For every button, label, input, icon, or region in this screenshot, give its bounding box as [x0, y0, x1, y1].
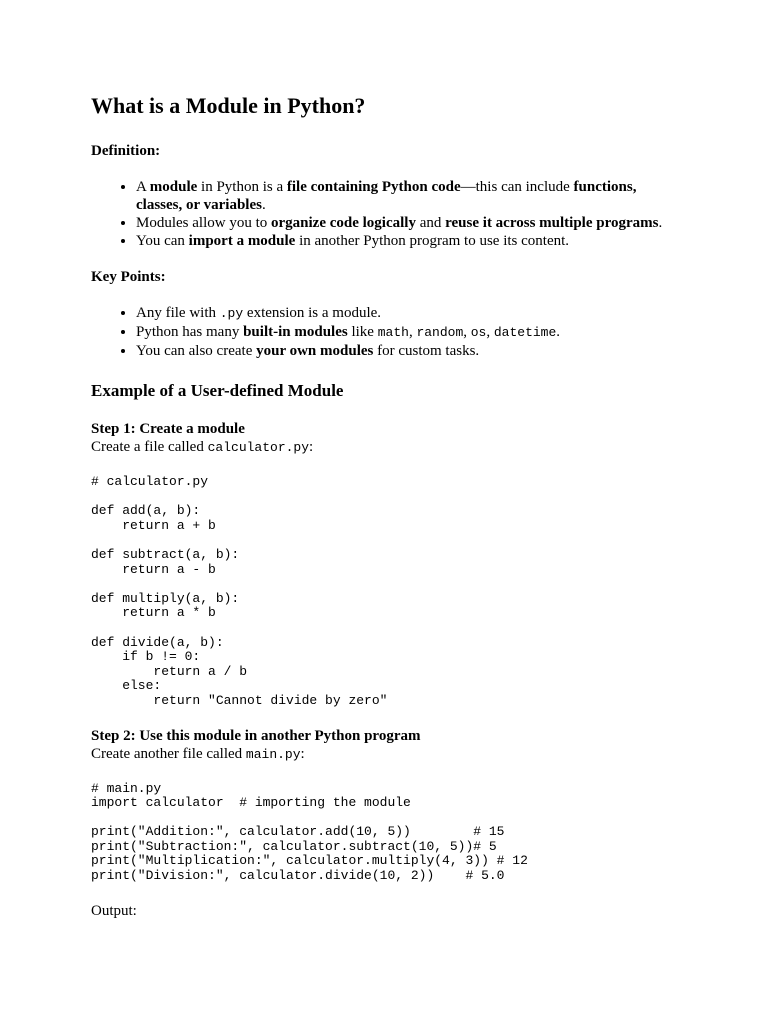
step1-text-before: Create a file called [91, 439, 208, 455]
calculator-code-block: # calculator.py def add(a, b): return a + b def subtract(a, b): return a - b def multiply(a, b): return a * b def divide(a, b): if b != 0: return a / b else: return "Cannot divide by zero" [91, 474, 388, 708]
list-item [136, 323, 678, 342]
step1-heading: Step 1: Create a module [91, 421, 245, 437]
text-run: for custom tasks. [373, 343, 480, 359]
bold-text: reuse it across multiple programs [445, 215, 659, 231]
inline-code: os [470, 325, 487, 340]
text-run: in Python is a [197, 179, 287, 195]
bold-text: module [149, 179, 198, 195]
keypoints-list [91, 304, 678, 360]
text-run: , [463, 324, 471, 340]
bold-text: organize code logically [271, 215, 416, 231]
step1-text-after: : [309, 439, 314, 455]
definition-list [91, 178, 678, 250]
bold-text: your own modules [256, 343, 374, 359]
text-run: You can [136, 233, 189, 249]
definition-label: Definition: [91, 143, 161, 159]
text-run: . [556, 324, 561, 340]
list-item [136, 304, 678, 323]
keypoints-label: Key Points: [91, 269, 166, 285]
text-run: in another Python program to use its content. [295, 233, 570, 249]
example-heading: Example of a User-defined Module [91, 381, 344, 400]
text-run: extension is a module. [243, 305, 382, 321]
text-run: like [347, 324, 378, 340]
step2-heading: Step 2: Use this module in another Python program [91, 727, 421, 744]
bold-text: import a module [188, 233, 296, 249]
bold-text: built-in modules [243, 324, 348, 340]
output-label: Output: [91, 902, 137, 919]
step2-text-before: Create another file called [91, 745, 246, 762]
list-item [136, 342, 678, 360]
text-run: and [415, 215, 446, 231]
step2-filename: main.py [245, 746, 301, 762]
bold-text: functions, classes, or variables [136, 179, 637, 213]
step2-text-after: : [300, 745, 305, 762]
text-run: , [408, 324, 417, 340]
text-run: . [658, 215, 663, 231]
step1-filename: calculator.py [207, 440, 310, 455]
page-title: What is a Module in Python? [91, 93, 366, 118]
bold-text: file containing Python code [286, 179, 461, 195]
inline-code: .py [219, 306, 244, 321]
text-run: A [136, 179, 150, 195]
inline-code: datetime [493, 325, 557, 340]
inline-code: math [377, 325, 409, 340]
text-run: Python has many [136, 324, 244, 340]
step1-text [91, 438, 678, 457]
inline-code: random [416, 325, 464, 340]
step2-text [91, 745, 678, 764]
list-item [136, 232, 678, 250]
text-run: —this can include [460, 179, 574, 195]
main-code-block: # main.py import calculator # importing the module print("Addition:", calculator.add(10, 5)) # 15 print("Subtraction:", calculator.subtract(10, 5))# 5 print("Multiplication:", calculator.multiply(4, 3)) # 12 print("Division:", calculator.divide(10, 2)) # 5.0 [91, 780, 528, 884]
text-run: Any file with [136, 305, 220, 321]
list-item [136, 178, 678, 214]
text-run: , [486, 324, 494, 340]
text-run: Modules allow you to [136, 215, 271, 231]
list-item [136, 214, 678, 232]
text-run: . [261, 197, 266, 213]
text-run: You can also create [136, 343, 257, 359]
